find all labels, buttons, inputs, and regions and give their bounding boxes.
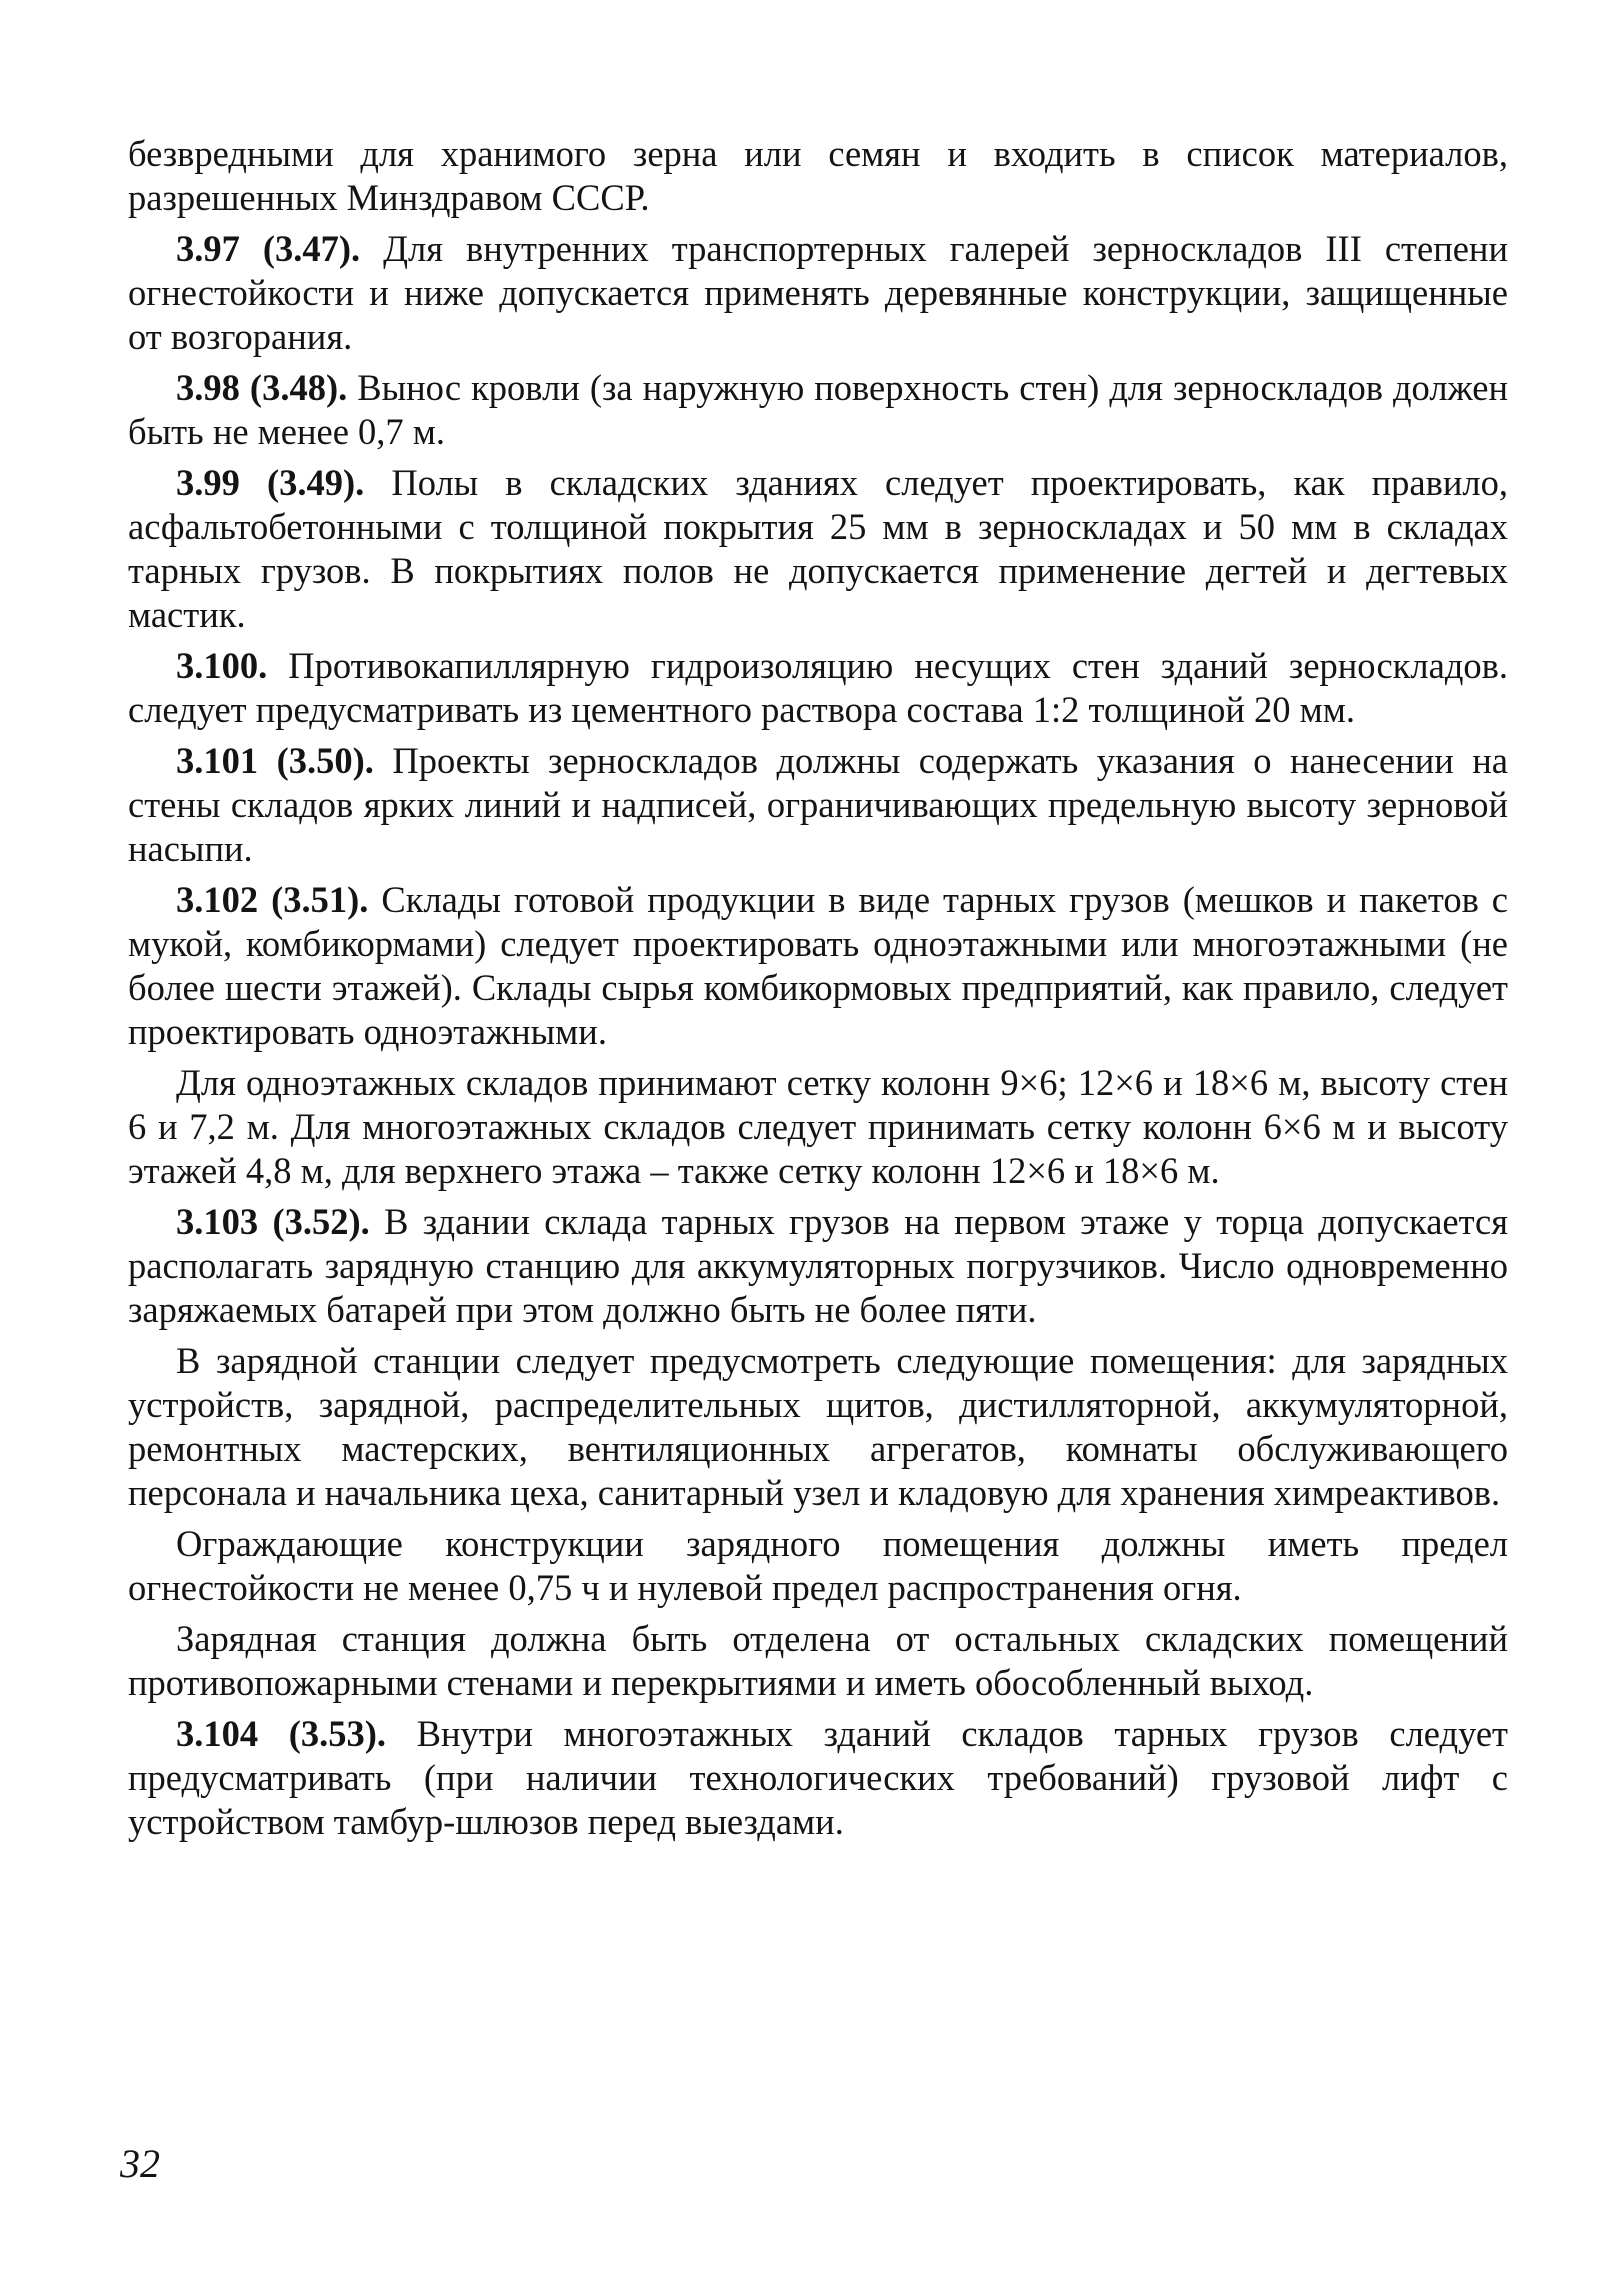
paragraph-enclosing-structures — [128, 1522, 1508, 1610]
paragraph-continuation — [128, 132, 1508, 220]
paragraph-text: безвредными для хранимого зерна или семян и входить в список материалов, разрешенных Минздравом СССР. — [128, 133, 1508, 218]
paragraph-text: Зарядная станция должна быть отделена от остальных складских помещений противопожарными стенами и перекрытиями и иметь обособленный выход. — [128, 1618, 1508, 1703]
paragraph-3-103 — [128, 1200, 1508, 1332]
paragraph-text: Вынос кровли (за наружную поверхность стен) для зерноскладов должен быть не менее 0,7 м. — [128, 367, 1509, 452]
document-body — [128, 132, 1508, 1851]
clause-number: 3.98 (3.48). — [176, 367, 348, 408]
paragraph-3-98 — [128, 366, 1508, 454]
paragraph-text: Противокапиллярную гидроизоляцию несущих стен зданий зерноскладов. следует предусматривать из цементного раствора состава 1:2 толщиной 20 мм. — [128, 645, 1508, 730]
paragraph-3-104 — [128, 1712, 1508, 1844]
paragraph-text: Для внутренних транспортерных галерей зерноскладов III степени огнестойкости и ниже допускается применять деревянные конструкции, защищенные от возгорания. — [128, 228, 1508, 357]
paragraph-text: Склады готовой продукции в виде тарных грузов (мешков и пакетов с мукой, комбикормами) следует проектировать одноэтажными или многоэтажными (не более шести этажей). Склады сырья комбикормовых предприятий, как правило, следует проектировать одноэтажными. — [128, 879, 1509, 1052]
clause-number: 3.101 (3.50). — [176, 740, 374, 781]
paragraph-text: В зарядной станции следует предусмотреть следующие помещения: для зарядных устройств, зарядной, распределительных щитов, дистилляторной, аккумуляторной, ремонтных мастерских, вентиляционных агрегатов, комнаты обслуживающего персонала и начальника цеха, санитарный узел и кладовую для хранения химреактивов. — [128, 1340, 1508, 1513]
paragraph-text: Ограждающие конструкции зарядного помещения должны иметь предел огнестойкости не менее 0,75 ч и нулевой предел распространения огня. — [128, 1523, 1508, 1608]
paragraph-text: Внутри многоэтажных зданий складов тарных грузов следует предусматривать (при наличии технологических требований) грузовой лифт с устройством тамбур-шлюзов перед выездами. — [128, 1713, 1508, 1842]
paragraph-text: Проекты зерноскладов должны содержать указания о нанесении на стены складов ярких линий и надписей, ограничивающих предельную высоту зерновой насыпи. — [128, 740, 1508, 869]
clause-number: 3.104 (3.53). — [176, 1713, 387, 1754]
clause-number: 3.103 (3.52). — [176, 1201, 370, 1242]
paragraph-text: Для одноэтажных складов принимают сетку колонн 9×6; 12×6 и 18×6 м, высоту стен 6 и 7,2 м. Для многоэтажных складов следует принимать сетку колонн 6×6 м и высоту этажей 4,8 м, для верхнего этажа – также сетку колонн 12×6 и 18×6 м. — [128, 1062, 1508, 1191]
clause-number: 3.97 (3.47). — [176, 228, 361, 269]
paragraph-charging-station-separation — [128, 1617, 1508, 1705]
paragraph-3-101 — [128, 739, 1508, 871]
paragraph-3-97 — [128, 227, 1508, 359]
paragraph-column-grid — [128, 1061, 1508, 1193]
paragraph-text: Полы в складских зданиях следует проектировать, как правило, асфальтобетонными с толщиной покрытия 25 мм в зерноскладах и 50 мм в складах тарных грузов. В покрытиях полов не допускается применение дегтей и дегтевых мастик. — [128, 462, 1508, 635]
clause-number: 3.99 (3.49). — [176, 462, 365, 503]
paragraph-3-100 — [128, 644, 1508, 732]
clause-number: 3.102 (3.51). — [176, 879, 369, 920]
paragraph-3-99 — [128, 461, 1508, 637]
page-number: 32 — [120, 2141, 160, 2186]
paragraph-text: В здании склада тарных грузов на первом этаже у торца допускается располагать зарядную станцию для аккумуляторных погрузчиков. Число одновременно заряжаемых батарей при этом должно быть не более пяти. — [128, 1201, 1508, 1330]
paragraph-3-102 — [128, 878, 1508, 1054]
paragraph-charging-rooms — [128, 1339, 1508, 1515]
clause-number: 3.100. — [176, 645, 268, 686]
